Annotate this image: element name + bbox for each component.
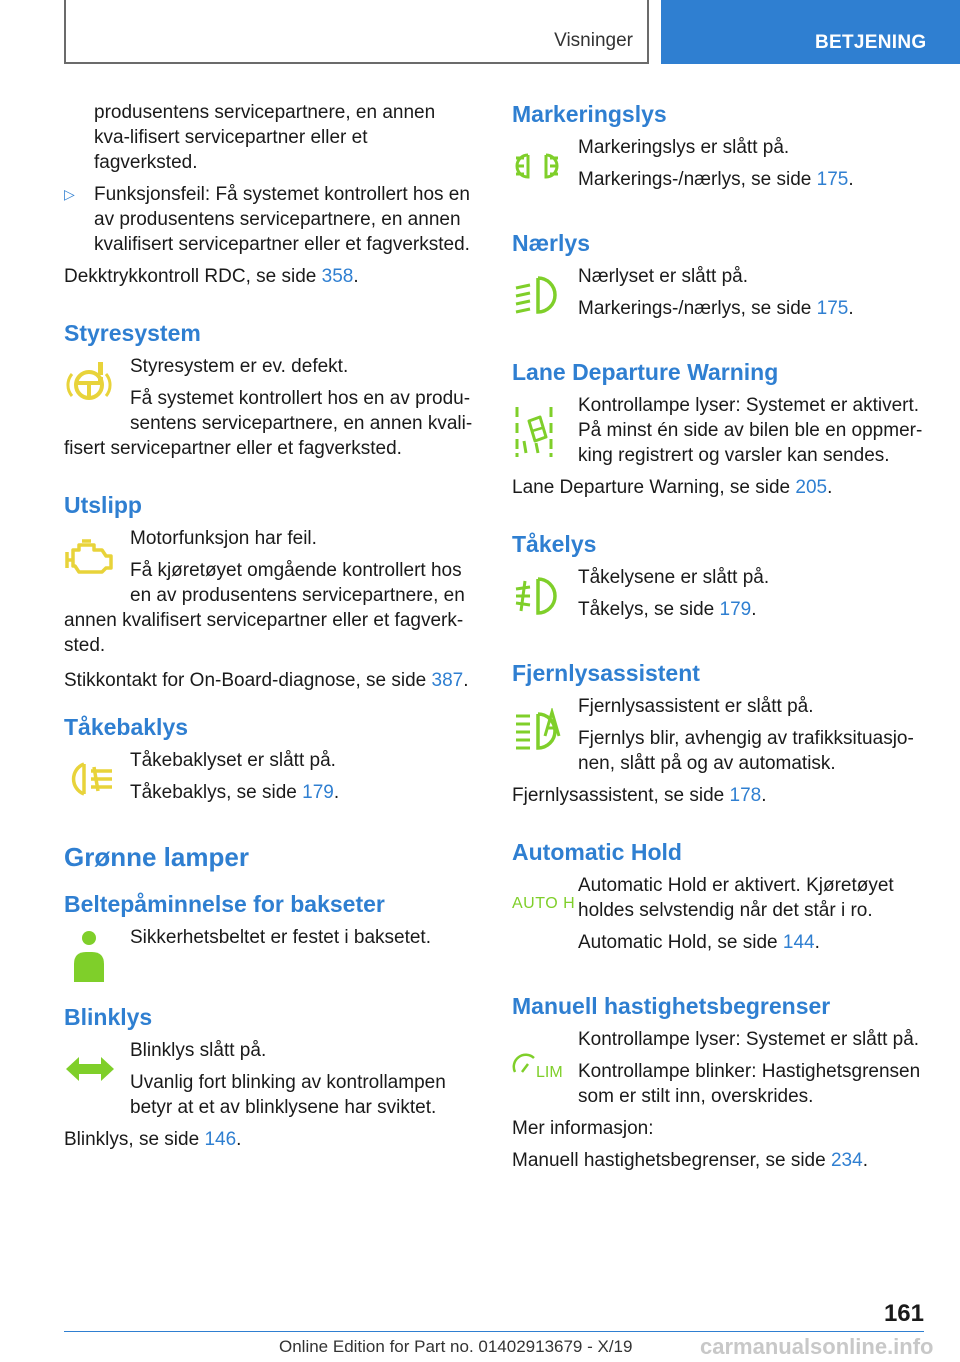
page-link-178[interactable]: 178 <box>729 785 762 806</box>
engine-icon <box>64 526 130 588</box>
fjernlys-text-2: Fjernlys blir, avhengig av trafikksituasjo-nen, slått på og av automatisk. <box>578 728 914 774</box>
footer-edition: Online Edition for Part no. 01402913679 - X/19 <box>279 1337 633 1356</box>
steering-warning-icon <box>64 354 130 416</box>
lamp-naerlys <box>512 264 924 328</box>
fjernlys-text-1: Fjernlysassistent er slått på. <box>578 696 814 717</box>
lamp-lane-departure <box>512 393 924 475</box>
lamp-automatic-hold <box>512 873 924 962</box>
blinklys-text-1: Blinklys slått på. <box>130 1040 267 1061</box>
lane-departure-reference: Lane Departure Warning, se side 205. <box>512 477 833 498</box>
parking-light-icon <box>512 135 578 197</box>
section-title-naerlys: Nærlys <box>512 230 590 256</box>
speed-limiter-icon-label: LIM <box>536 1064 563 1080</box>
naerlys-text: Nærlyset er slått på. <box>578 266 748 287</box>
limiter-reference: Manuell hastighetsbegrenser, se side 234. <box>512 1150 868 1171</box>
utslipp-text-2: Få kjøretøyet omgående kontrollert hos en av produsentens servicepartnere, en annen kvalifisert servicepartner eller et fagverk-sted. <box>64 560 465 656</box>
section-title-automatic-hold: Automatic Hold <box>512 839 682 865</box>
markeringslys-reference: Markerings-/nærlys, se side 175. <box>578 169 854 190</box>
section-title-fjernlysassistent: Fjernlysassistent <box>512 660 700 686</box>
section-title-utslipp: Utslipp <box>64 492 142 518</box>
limiter-text-1: Kontrollampe lyser: Systemet er slått på. <box>578 1029 920 1050</box>
page-link-144[interactable]: 144 <box>782 932 815 953</box>
page-number: 161 <box>883 1300 924 1327</box>
seat-occupant-icon <box>64 925 130 987</box>
utslipp-text-1: Motorfunksjon har feil. <box>130 528 317 549</box>
page-link-175[interactable]: 175 <box>816 169 849 190</box>
takelys-reference: Tåkelys, se side 179. <box>578 599 757 620</box>
section-title-styresystem: Styresystem <box>64 320 201 346</box>
lamp-styresystem <box>64 354 476 461</box>
belte-text: Sikkerhetsbeltet er festet i baksetet. <box>130 927 431 948</box>
lane-departure-icon <box>512 393 578 469</box>
page-link-205[interactable]: 205 <box>795 477 828 498</box>
high-beam-assist-icon <box>512 694 578 764</box>
auto-hold-icon <box>512 873 578 935</box>
blinklys-reference: Blinklys, se side 146. <box>64 1129 242 1150</box>
lamp-blinklys <box>64 1038 476 1127</box>
section-title-beltepaminnelse: Beltepåminnelse for bakseter <box>64 891 385 917</box>
header-chapter-title: BETJENING <box>815 32 927 53</box>
page-link-175-b[interactable]: 175 <box>816 298 849 319</box>
section-title-manuell-hastighet: Manuell hastighetsbegrenser <box>512 993 831 1019</box>
obd-reference: Stikkontakt for On-Board-diagnose, se side 387. <box>64 670 469 691</box>
styresystem-text-1: Styresystem er ev. defekt. <box>130 356 349 377</box>
watermark: carmanualsonline.info <box>700 1334 934 1359</box>
lamp-utslipp <box>64 526 476 658</box>
lamp-manuell-hastighet <box>512 1027 924 1116</box>
limiter-text-2: Kontrollampe blinker: Hastighetsgrensen som er stilt inn, overskrides. <box>578 1061 921 1107</box>
turn-signal-icon <box>64 1038 130 1100</box>
page-link-234[interactable]: 234 <box>830 1150 863 1171</box>
front-fog-light-icon <box>512 565 578 627</box>
continued-text: produsentens servicepartnere, en annen kva-lifisert servicepartner eller et fagverksted. <box>94 102 436 173</box>
lamp-takelys <box>512 565 924 629</box>
left-column <box>64 100 476 1159</box>
footer-divider <box>64 1331 924 1332</box>
page-link-179[interactable]: 179 <box>302 782 334 803</box>
section-title-lane-departure: Lane Departure Warning <box>512 359 779 385</box>
page-link-358[interactable]: 358 <box>321 266 354 287</box>
header-chapter-tab <box>661 0 960 64</box>
low-beam-icon <box>512 264 578 326</box>
automatic-hold-text: Automatic Hold er aktivert. Kjøretøyet holdes selvstendig når det står i ro. <box>578 875 894 921</box>
rdc-reference: Dekktrykkontroll RDC, se side 358. <box>64 266 359 287</box>
page-link-387[interactable]: 387 <box>431 670 464 691</box>
rear-fog-light-icon <box>64 748 130 810</box>
section-title-markeringslys: Markeringslys <box>512 101 667 127</box>
lamp-fjernlysassistent <box>512 694 924 783</box>
section-title-takelys: Tåkelys <box>512 531 597 557</box>
automatic-hold-reference: Automatic Hold, se side 144. <box>578 932 820 953</box>
section-title-blinklys: Blinklys <box>64 1004 153 1030</box>
more-info-label: Mer informasjon: <box>512 1118 654 1139</box>
triangle-bullet-icon: ▷ <box>64 186 75 202</box>
blinklys-text-2: Uvanlig fort blinking av kontrollampen betyr at et av blinklysene har sviktet. <box>130 1072 446 1118</box>
lamp-takebaklys <box>64 748 476 812</box>
header-section-title: Visninger <box>554 30 633 51</box>
naerlys-reference: Markerings-/nærlys, se side 175. <box>578 298 854 319</box>
lamp-markeringslys <box>512 135 924 199</box>
markeringslys-text: Markeringslys er slått på. <box>578 137 790 158</box>
styresystem-text-2: Få systemet kontrollert hos en av produ-sentens servicepartnere, en annen kvali-fisert servicepartner eller et fagverksted. <box>64 388 473 459</box>
bullet-item <box>64 182 476 257</box>
lane-departure-text: Kontrollampe lyser: Systemet er aktivert. På minst én side av bilen ble en oppmer-king registrert og varsler kan sendes. <box>578 395 923 466</box>
takelys-text: Tåkelysene er slått på. <box>578 567 770 588</box>
section-title-gronne-lamper: Grønne lamper <box>64 842 249 872</box>
section-title-takebaklys: Tåkebaklys <box>64 714 189 740</box>
header-section-box <box>64 0 649 64</box>
lamp-belte <box>64 925 476 987</box>
speed-limiter-icon <box>512 1027 578 1103</box>
page-link-146[interactable]: 146 <box>204 1129 237 1150</box>
fjernlys-reference: Fjernlysassistent, se side 178. <box>512 785 767 806</box>
takebaklys-reference: Tåkebaklys, se side 179. <box>130 782 340 803</box>
takebaklys-text: Tåkebaklyset er slått på. <box>130 750 336 771</box>
auto-hold-icon-label: AUTO H <box>512 895 576 912</box>
bullet-text: Funksjonsfeil: Få systemet kontrollert hos en av produsentens servicepartnere, en annen kvalifisert servicepartner eller et fagverksted. <box>94 184 470 255</box>
page-link-179-b[interactable]: 179 <box>719 599 752 620</box>
right-column <box>512 100 924 1180</box>
